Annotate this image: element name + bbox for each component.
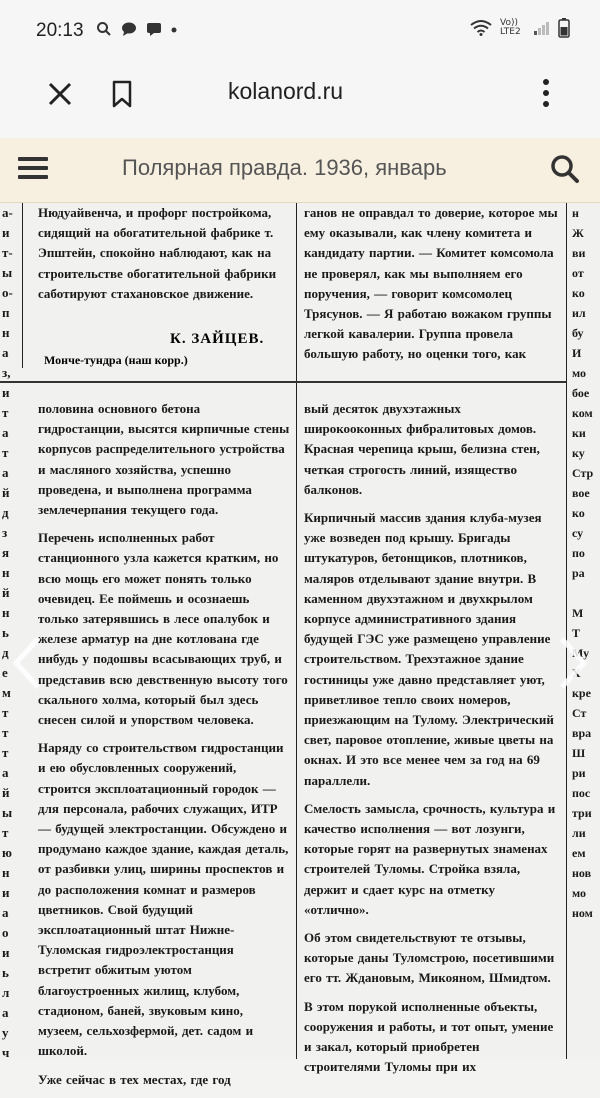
edge-fragment: Стр: [572, 466, 594, 480]
edge-fragment: Ж: [572, 226, 584, 240]
edge-fragment: а: [2, 465, 9, 480]
edge-fragment: су: [572, 526, 584, 540]
paragraph: В этом порукой исполненные объекты, сооружения и работы, и тот опыт, умение и закал, который приобретен строителями Туломы при их: [304, 998, 554, 1075]
edge-fragment: т: [2, 705, 9, 720]
site-header: [0, 138, 600, 203]
edge-fragment: пос: [572, 786, 591, 800]
edge-fragment: т: [2, 745, 9, 760]
address-bar-url[interactable]: kolanord.ru: [228, 78, 344, 104]
notification-icons: [96, 20, 177, 39]
edge-fragment: н: [2, 565, 10, 580]
edge-fragment: л: [2, 985, 10, 1000]
edge-fragment: ви: [572, 246, 586, 260]
edge-fragment: Ш: [572, 746, 586, 760]
edge-fragment: ли: [572, 826, 586, 840]
right-edge-column: [572, 203, 600, 923]
edge-fragment: т-: [2, 245, 13, 260]
paragraph: Уже сейчас в тех местах, где год: [38, 1071, 231, 1087]
search-icon: [548, 152, 582, 186]
dot-icon: [171, 21, 177, 37]
edge-fragment: м: [2, 685, 11, 700]
edge-fragment: ки: [572, 426, 586, 440]
edge-fragment: бу: [572, 326, 584, 340]
status-time: 20:13: [36, 20, 84, 41]
site-title: Полярная правда. 1936, январь: [122, 155, 447, 180]
paragraph: Перечень исполненных работ станционного узла кажется кратким, но всю мощь его может понять только очевидец. Ее поймешь и осознаешь только затерявшись в лесе опалубок и железе арматур на дне котлована где нибудь у подошвы всасывающих труб, и представив всю девственную высоту того скального холма, который был здесь снесен силой и упорством человека.: [38, 530, 288, 728]
edge-fragment: и: [2, 385, 10, 400]
edge-fragment: й: [2, 485, 10, 500]
edge-fragment: ю: [2, 845, 12, 860]
edge-fragment: й: [2, 785, 10, 800]
edge-fragment: мо: [572, 366, 587, 380]
article-ending-left: Нюдуайвенча, и профорг постройкома, сидящий на обогатительной фабрике т. Эпштейн, спокойно наблюдают, как на строительстве обогатительной фабрики саботируют стахановское движение.: [38, 205, 277, 301]
edge-fragment: я: [2, 545, 10, 560]
edge-fragment: Ст: [572, 706, 587, 720]
edge-fragment: по: [572, 546, 585, 560]
edge-fragment: бое: [572, 386, 590, 400]
previous-page-button[interactable]: [6, 633, 50, 693]
wifi-icon: [470, 20, 492, 36]
edge-fragment: мо: [572, 886, 587, 900]
edge-fragment: а: [2, 425, 9, 440]
edge-fragment: ри: [572, 766, 586, 780]
edge-fragment: ко: [572, 286, 585, 300]
paragraph: половина основного бетона гидростанции, высятся кирпичные стены корпусов распределительного устройства и масляного хозяйства, успешно проведена, и выполнена программа землечерпания текущего года.: [38, 401, 290, 518]
edge-fragment: ы: [2, 265, 13, 280]
bookmark-icon: [104, 76, 140, 112]
article-dateline: Монче-тундра (наш корр.): [44, 353, 188, 367]
edge-fragment: з: [2, 525, 8, 540]
message-icon: [146, 21, 162, 37]
chevron-left-icon: [6, 633, 50, 693]
edge-fragment: а: [2, 345, 9, 360]
edge-fragment: три: [572, 806, 592, 820]
edge-fragment: ы: [2, 805, 13, 820]
edge-fragment: ь: [2, 625, 9, 640]
menu-button[interactable]: [18, 153, 48, 185]
signal-icon: [534, 21, 550, 35]
edge-fragment: [572, 583, 600, 603]
paragraph: Об этом свидетельствуют те отзывы, которые даны Туломстрою, посетившими его тт. Ждановым, Микояном, Шмидтом.: [304, 930, 555, 986]
paragraph: Смелость замысла, срочность, культура и качество исполнения — вот лозунги, которые горят на развернутых знаменах строителей Туломы. Стройка взяла, держит и сдает курс на отметку «отлично».: [304, 800, 556, 917]
network-label: Vo)) LTE2: [500, 18, 521, 37]
column-rule: [566, 203, 567, 1059]
edge-fragment: а: [2, 905, 9, 920]
status-indicators: [470, 18, 570, 38]
edge-fragment: ч: [2, 1045, 10, 1060]
edge-fragment: и: [2, 945, 10, 960]
edge-fragment: вра: [572, 726, 592, 740]
edge-fragment: и: [2, 885, 10, 900]
edge-fragment: ном: [572, 906, 593, 920]
search-icon: [96, 21, 112, 37]
edge-fragment: д: [2, 505, 9, 520]
edge-fragment: ку: [572, 446, 585, 460]
edge-fragment: н: [572, 206, 579, 220]
chevron-right-icon: [550, 633, 594, 693]
search-button[interactable]: [548, 152, 582, 186]
paragraph: Наряду со строительством гидростанции и ею обусловленных сооружений, строится эксплоатационный городок — для персонала, рабочих служащих, ИТР — будущей электростанции. Обсуждено и продумано каждое здание, каждая деталь, от разбивки улиц, ширины проспектов и до расположения комнат и размеров цветников. Свой будущий эксплоатационный штат Нижне-Туломская гидроэлектростанция встретит обжитым уютом благоустроенных жилищ, клубом, стадионом, баней, звуковым кино, музеем, сельхозфермой, дет. садом и школой.: [38, 740, 289, 1059]
article-ending-middle: ганов не оправдал то доверие, которое мы ему оказывали, как члену комитета и кандидату партии. — Комитет комсомола не проверял, как мы выполняем его поручения, — говорит комсомолец Трясунов. — Я работаю вожаком группы легкой кавалерии. Группа провела большую работу, но оценки того, как: [304, 205, 558, 362]
more-vert-icon: [536, 74, 556, 114]
edge-fragment: ра: [572, 566, 585, 580]
edge-fragment: т: [2, 825, 9, 840]
close-tab-button[interactable]: [42, 76, 78, 112]
edge-fragment: вое: [572, 486, 590, 500]
edge-fragment: ко: [572, 506, 585, 520]
bookmark-button[interactable]: [104, 76, 140, 112]
edge-fragment: а-: [2, 205, 13, 220]
edge-fragment: т: [2, 725, 9, 740]
edge-fragment: ил: [572, 306, 586, 320]
edge-fragment: д: [2, 645, 9, 660]
edge-fragment: з,: [2, 365, 11, 380]
status-bar: [0, 0, 600, 58]
edge-fragment: ь: [2, 965, 9, 980]
edge-fragment: а: [2, 765, 9, 780]
column-rule: [296, 203, 297, 1059]
chat-bubble-icon: [121, 21, 137, 37]
battery-icon: [558, 18, 570, 38]
edge-fragment: е: [2, 665, 8, 680]
column-rule: [22, 203, 23, 368]
next-page-button[interactable]: [550, 633, 594, 693]
edge-fragment: о: [2, 925, 9, 940]
edge-fragment: ком: [572, 406, 593, 420]
newspaper-scan[interactable]: [0, 203, 600, 1087]
edge-fragment: й: [2, 585, 10, 600]
edge-fragment: н: [2, 325, 10, 340]
edge-fragment: о-: [2, 285, 13, 300]
article-column-1: [38, 399, 290, 1098]
edge-fragment: ем: [572, 846, 586, 860]
browser-toolbar: [0, 58, 600, 139]
edge-fragment: от: [572, 266, 584, 280]
edge-fragment: у: [2, 1025, 9, 1040]
edge-fragment: Му: [572, 646, 590, 660]
edge-fragment: кре: [572, 686, 591, 700]
edge-fragment: нов: [572, 866, 592, 880]
article-column-2: [304, 399, 560, 1086]
section-divider: [0, 381, 566, 383]
paragraph: вый десяток двухэтажных широкооконных фибралитовых домов. Красная черепица крыш, белизна стен, четкая строгость линий, изящество балконов.: [304, 401, 540, 497]
edge-fragment: М: [572, 606, 584, 620]
edge-fragment: н: [2, 865, 10, 880]
edge-fragment: Т: [572, 626, 581, 640]
article-signature: К. ЗАЙЦЕВ.: [170, 331, 265, 347]
close-icon: [42, 76, 78, 112]
paragraph: Кирпичный массив здания клуба-музея уже возведен под крышу. Бригады штукатуров, бетонщиков, плотников, маляров отделывают здание внутри. В каменном двухэтажном и двухкрылом корпусе административного здания будущей ГЭС уже размещено управление строительством. Трехэтажное здание гостиницы уже давно представляет уют, приветливое тепло своих номеров, приезжающим на Тулому. Электрический свет, паровое отопление, живые цветы на окнах. И это все менее чем за год на 69 параллели.: [304, 510, 554, 788]
edge-fragment: т: [2, 405, 9, 420]
edge-fragment: п: [2, 305, 10, 320]
edge-fragment: Х: [572, 666, 581, 680]
edge-fragment: т: [2, 445, 9, 460]
edge-fragment: и: [2, 225, 10, 240]
hamburger-icon: [18, 157, 48, 161]
edge-fragment: а: [2, 1005, 9, 1020]
more-options-button[interactable]: [536, 74, 556, 114]
edge-fragment: И: [572, 346, 582, 360]
edge-fragment: н: [2, 605, 10, 620]
